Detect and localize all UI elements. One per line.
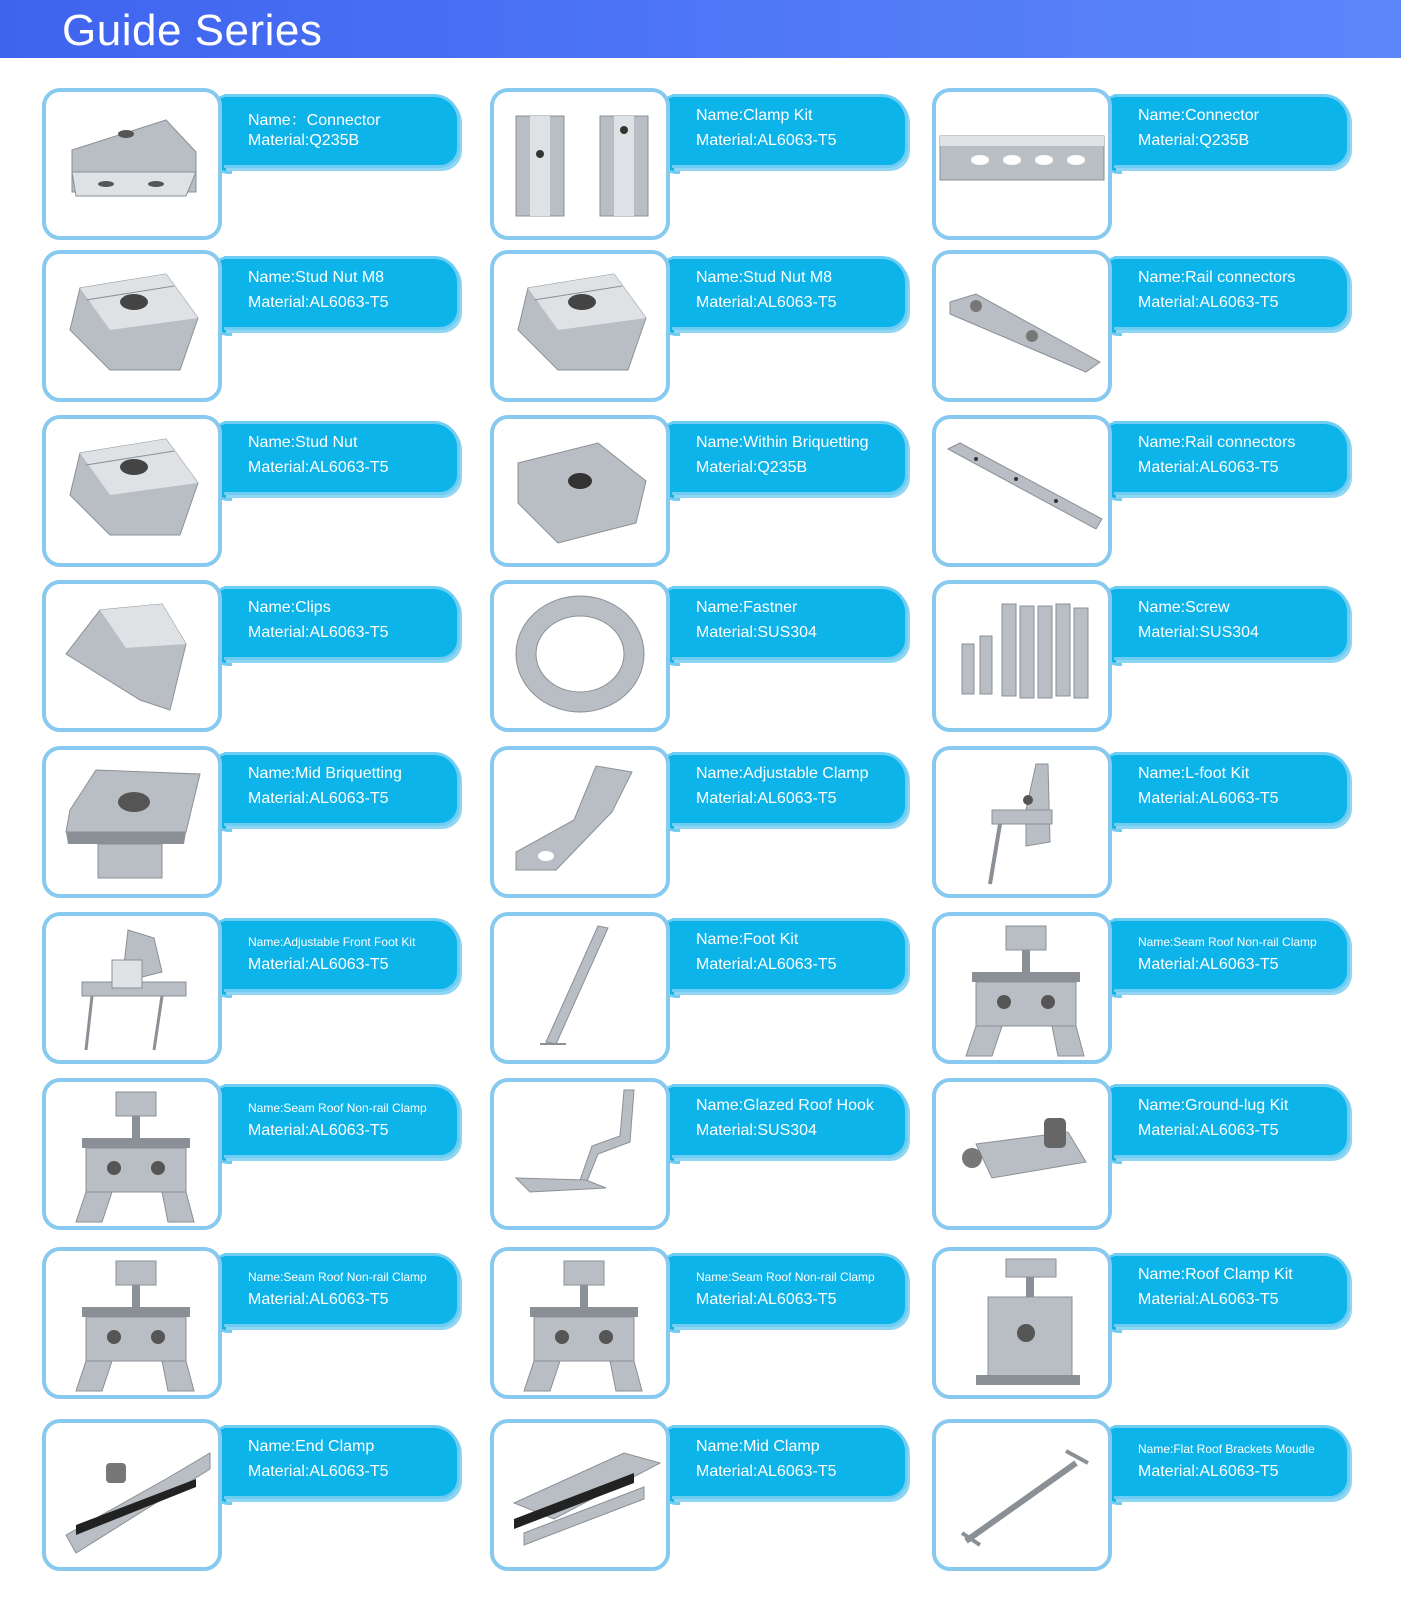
stud-nut-icon — [46, 254, 218, 398]
product-image — [932, 746, 1112, 898]
rail-connector-icon — [936, 254, 1108, 398]
product-material: Material:AL6063-T5 — [696, 294, 837, 311]
bracket-connector-icon — [46, 92, 218, 236]
product-image — [42, 1247, 222, 1399]
product-label — [672, 256, 908, 330]
product-name: Name:Stud Nut — [248, 434, 358, 451]
product-material: Material:AL6063-T5 — [696, 1291, 837, 1308]
product-material: Material:AL6063-T5 — [248, 1122, 389, 1139]
product-name: Name:Seam Roof Non-rail Clamp — [1138, 935, 1317, 949]
end-clamp-icon — [46, 1423, 218, 1567]
product-name: Name:Clamp Kit — [696, 107, 813, 124]
product-image — [490, 580, 670, 732]
product-label — [1114, 752, 1350, 826]
flat-roof-bracket-icon — [936, 1423, 1108, 1567]
product-label — [224, 256, 460, 330]
product-image — [490, 912, 670, 1064]
product-material: Material:AL6063-T5 — [696, 790, 837, 807]
product-material: Material:AL6063-T5 — [696, 1463, 837, 1480]
product-name: Name:Seam Roof Non-rail Clamp — [248, 1270, 427, 1284]
product-image — [42, 580, 222, 732]
product-material: Material:Q235B — [696, 459, 808, 476]
product-name: Name:Rail connectors — [1138, 269, 1296, 286]
product-name: Name:Rail connectors — [1138, 434, 1296, 451]
adjustable-clamp-icon — [494, 750, 666, 894]
product-name: Name:Glazed Roof Hook — [696, 1097, 874, 1114]
product-card — [932, 580, 1362, 738]
product-image — [932, 1247, 1112, 1399]
product-card — [490, 88, 920, 246]
product-material: Material:AL6063-T5 — [1138, 1122, 1279, 1139]
product-material: Material:AL6063-T5 — [248, 1291, 389, 1308]
product-image — [932, 1078, 1112, 1230]
product-image — [42, 88, 222, 240]
product-image — [42, 912, 222, 1064]
product-image — [42, 1078, 222, 1230]
product-label — [1114, 421, 1350, 495]
page-title: Guide Series — [62, 6, 323, 55]
product-name: Name:Stud Nut M8 — [248, 269, 385, 286]
product-card — [932, 1247, 1362, 1405]
product-name: Name:Screw — [1138, 599, 1230, 616]
product-card — [932, 88, 1362, 246]
product-name: Name：Connector — [248, 112, 381, 129]
product-label — [1114, 256, 1350, 330]
product-label — [672, 1253, 908, 1327]
product-material: Material:AL6063-T5 — [248, 294, 389, 311]
product-card — [42, 415, 472, 573]
product-card — [490, 415, 920, 573]
front-foot-icon — [46, 916, 218, 1060]
product-image — [932, 580, 1112, 732]
product-card — [932, 746, 1362, 904]
product-card — [42, 746, 472, 904]
stud-nut-icon — [494, 254, 666, 398]
product-name: Name:L-foot Kit — [1138, 765, 1250, 782]
clip-icon — [46, 584, 218, 728]
product-image — [490, 1078, 670, 1230]
mid-briquetting-icon — [46, 750, 218, 894]
product-label — [672, 586, 908, 660]
ground-lug-icon — [936, 1082, 1108, 1226]
product-image — [42, 746, 222, 898]
product-card — [932, 912, 1362, 1070]
product-label — [1114, 586, 1350, 660]
roof-clamp-icon — [936, 1251, 1108, 1395]
product-label — [224, 752, 460, 826]
product-card — [490, 912, 920, 1070]
foot-kit-icon — [494, 916, 666, 1060]
product-material: Material:AL6063-T5 — [248, 956, 389, 973]
product-card — [42, 1078, 472, 1236]
product-material: Material:Q235B — [248, 132, 360, 149]
screws-icon — [936, 584, 1108, 728]
product-material: Material:AL6063-T5 — [1138, 1463, 1279, 1480]
product-material: Material:SUS304 — [696, 1122, 817, 1139]
product-image — [490, 746, 670, 898]
product-image — [932, 88, 1112, 240]
product-material: Material:AL6063-T5 — [696, 132, 837, 149]
product-card — [932, 250, 1362, 408]
product-label — [672, 1084, 908, 1158]
rail-bar-icon — [936, 419, 1108, 563]
product-name: Name:Mid Clamp — [696, 1438, 820, 1455]
product-material: Material:AL6063-T5 — [1138, 790, 1279, 807]
product-image — [490, 415, 670, 567]
product-name: Name:Connector — [1138, 107, 1259, 124]
product-material: Material:AL6063-T5 — [248, 790, 389, 807]
product-name: Name:Foot Kit — [696, 931, 799, 948]
product-name: Name:Seam Roof Non-rail Clamp — [248, 1101, 427, 1115]
product-label — [1114, 1425, 1350, 1499]
washer-icon — [494, 584, 666, 728]
product-card — [490, 1419, 920, 1577]
product-image — [932, 1419, 1112, 1571]
product-image — [42, 250, 222, 402]
product-label — [672, 94, 908, 168]
product-card — [932, 415, 1362, 573]
briquetting-nut-icon — [494, 419, 666, 563]
seam-clamp-icon — [494, 1251, 666, 1395]
roof-hook-icon — [494, 1082, 666, 1226]
product-card — [932, 1419, 1362, 1577]
product-label — [1114, 1084, 1350, 1158]
product-image — [490, 250, 670, 402]
product-card — [490, 580, 920, 738]
product-card — [42, 580, 472, 738]
product-name: Name:Within Briquetting — [696, 434, 869, 451]
product-image — [490, 1419, 670, 1571]
product-image — [932, 912, 1112, 1064]
product-label — [672, 421, 908, 495]
product-card — [42, 912, 472, 1070]
product-card — [490, 1078, 920, 1236]
product-image — [932, 250, 1112, 402]
product-name: Name:Ground-lug Kit — [1138, 1097, 1289, 1114]
product-label — [672, 752, 908, 826]
l-foot-icon — [936, 750, 1108, 894]
product-material: Material:AL6063-T5 — [696, 956, 837, 973]
product-label — [224, 94, 460, 168]
product-material: Material:AL6063-T5 — [248, 459, 389, 476]
product-card — [490, 746, 920, 904]
product-card — [42, 250, 472, 408]
product-label — [672, 1425, 908, 1499]
seam-clamp-icon — [936, 916, 1108, 1060]
product-label — [224, 918, 460, 992]
product-image — [932, 415, 1112, 567]
product-material: Material:AL6063-T5 — [1138, 956, 1279, 973]
product-material: Material:SUS304 — [1138, 624, 1259, 641]
channel-connector-icon — [936, 92, 1108, 236]
product-card — [42, 88, 472, 246]
product-name: Name:Seam Roof Non-rail Clamp — [696, 1270, 875, 1284]
product-card — [490, 250, 920, 408]
product-card — [42, 1419, 472, 1577]
product-material: Material:AL6063-T5 — [1138, 1291, 1279, 1308]
product-material: Material:AL6063-T5 — [248, 624, 389, 641]
product-material: Material:AL6063-T5 — [1138, 294, 1279, 311]
stud-nut-icon — [46, 419, 218, 563]
product-image — [42, 415, 222, 567]
product-name: Name:Adjustable Front Foot Kit — [248, 935, 416, 949]
product-card — [490, 1247, 920, 1405]
mid-clamp-icon — [494, 1423, 666, 1567]
seam-clamp-icon — [46, 1082, 218, 1226]
product-label — [224, 1084, 460, 1158]
product-label — [224, 1253, 460, 1327]
product-label — [224, 1425, 460, 1499]
product-label — [1114, 1253, 1350, 1327]
seam-clamp-icon — [46, 1251, 218, 1395]
product-label — [1114, 94, 1350, 168]
product-label — [224, 421, 460, 495]
product-label — [672, 918, 908, 992]
product-image — [490, 1247, 670, 1399]
product-image — [42, 1419, 222, 1571]
product-name: Name:Flat Roof Brackets Moudle — [1138, 1442, 1315, 1456]
product-name: Name:Mid Briquetting — [248, 765, 402, 782]
product-label — [1114, 918, 1350, 992]
product-name: Name:Clips — [248, 599, 331, 616]
product-name: Name:Stud Nut M8 — [696, 269, 833, 286]
product-material: Material:AL6063-T5 — [1138, 459, 1279, 476]
product-name: Name:Adjustable Clamp — [696, 765, 869, 782]
product-card — [42, 1247, 472, 1405]
product-label — [224, 586, 460, 660]
product-name: Name:Fastner — [696, 599, 798, 616]
product-name: Name:End Clamp — [248, 1438, 375, 1455]
product-material: Material:SUS304 — [696, 624, 817, 641]
clamp-kit-icon — [494, 92, 666, 236]
product-image — [490, 88, 670, 240]
product-material: Material:Q235B — [1138, 132, 1250, 149]
product-material: Material:AL6063-T5 — [248, 1463, 389, 1480]
product-card — [932, 1078, 1362, 1236]
product-name: Name:Roof Clamp Kit — [1138, 1266, 1293, 1283]
